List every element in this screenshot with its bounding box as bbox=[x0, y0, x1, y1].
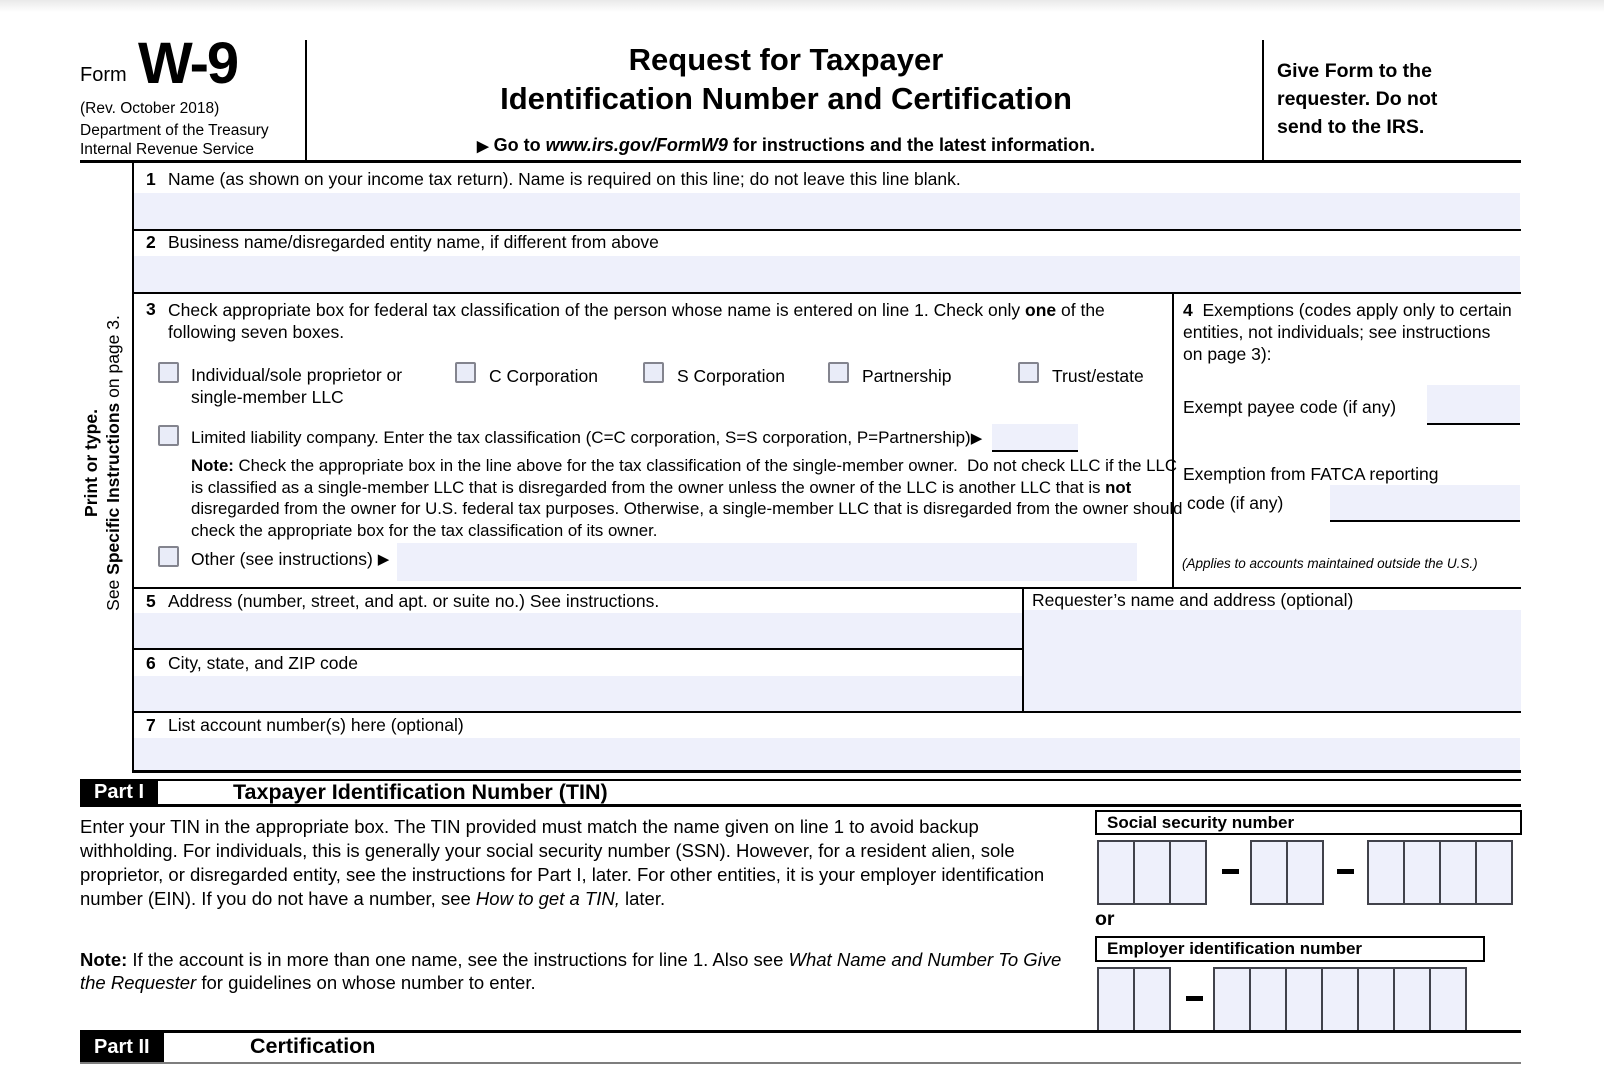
line3-label-bold: one bbox=[1025, 300, 1057, 320]
ein-group2 bbox=[1213, 967, 1467, 1032]
label-other: Other (see instructions) bbox=[191, 549, 378, 569]
ssn-box-label: Social security number bbox=[1095, 810, 1522, 835]
line3-number: 3 bbox=[146, 299, 156, 319]
llc-arrow-icon: ▶ bbox=[970, 430, 983, 447]
irs-url-text: www.irs.gov/FormW9 bbox=[545, 135, 728, 155]
part2-title: Certification bbox=[250, 1034, 376, 1058]
llc-row bbox=[191, 424, 1078, 452]
line6-label: City, state, and ZIP code bbox=[168, 653, 359, 673]
part1-title: Taxpayer Identification Number (TIN) bbox=[233, 780, 608, 804]
requester-name-address-input[interactable] bbox=[1024, 610, 1521, 711]
exempt-payee-code-input[interactable] bbox=[1427, 385, 1520, 425]
side-note-line2-bold: Specific Instructions bbox=[103, 402, 123, 575]
line2-label: Business name/disregarded entity name, if different from above bbox=[168, 232, 659, 252]
ssn-digit-cell[interactable] bbox=[1169, 840, 1207, 905]
llc-note-text-b: disregarded from the owner for U.S. federal tax purposes. Otherwise, a single-member LLC that is disregarded from the owner should check the appropriate box for the tax classification of its owner. bbox=[191, 499, 1183, 540]
form-title-line2: Identification Number and Certification bbox=[500, 81, 1072, 116]
side-note-line2-post: on page 3. bbox=[103, 315, 123, 403]
form-box-bottom-border bbox=[132, 770, 1521, 773]
llc-classification-input[interactable] bbox=[992, 424, 1078, 452]
ssn-dash-icon bbox=[1337, 869, 1354, 874]
ssn-digit-cell[interactable] bbox=[1250, 840, 1288, 905]
or-text: or bbox=[1095, 908, 1115, 930]
label-trust-estate: Trust/estate bbox=[1052, 366, 1144, 386]
tin-note-pre: If the account is in more than one name, see the instructions for line 1. Also see bbox=[127, 949, 789, 970]
goto-instructions-line bbox=[312, 135, 1260, 156]
label-individual: Individual/sole proprietor or single-member LLC bbox=[191, 365, 403, 407]
ein-digit-cell[interactable] bbox=[1249, 967, 1287, 1032]
line1-number: 1 bbox=[146, 169, 156, 189]
part2-badge: Part II bbox=[80, 1033, 164, 1062]
line7-label: List account number(s) here (optional) bbox=[168, 715, 464, 735]
line3-label-pre: Check appropriate box for federal tax classification of the person whose name is entered on line 1. Check only bbox=[168, 300, 1026, 320]
side-note-line2-pre: See bbox=[103, 574, 123, 611]
label-s-corporation: S Corporation bbox=[677, 366, 785, 386]
fatca-label-line1: Exemption from FATCA reporting bbox=[1183, 464, 1439, 484]
checkbox-trust-estate[interactable] bbox=[1018, 362, 1039, 383]
row6-divider bbox=[132, 711, 1521, 713]
ssn-group3 bbox=[1367, 840, 1513, 905]
ein-digit-cell[interactable] bbox=[1429, 967, 1467, 1032]
exempt-payee-label: Exempt payee code (if any) bbox=[1183, 397, 1397, 417]
ssn-digit-cell[interactable] bbox=[1475, 840, 1513, 905]
ssn-digit-cell[interactable] bbox=[1439, 840, 1477, 905]
row5-divider bbox=[132, 648, 1024, 650]
line3-label bbox=[168, 299, 1168, 343]
applies-outside-us-note: (Applies to accounts maintained outside the U.S.) bbox=[1182, 556, 1478, 571]
side-note-line2 bbox=[102, 280, 124, 646]
goto-pre-text: Go to bbox=[488, 135, 546, 155]
ein-digit-cell[interactable] bbox=[1321, 967, 1359, 1032]
name-input[interactable] bbox=[134, 193, 1520, 229]
tin-note bbox=[80, 948, 1075, 994]
ssn-digit-cell[interactable] bbox=[1403, 840, 1441, 905]
right-pointer-icon: ▶ bbox=[477, 138, 489, 155]
side-note-line1: Print or type. bbox=[81, 409, 101, 517]
llc-note bbox=[191, 455, 1186, 541]
address-input[interactable] bbox=[134, 613, 1022, 648]
tin-paragraph-pre: Enter your TIN in the appropriate box. The TIN provided must match the name given on line 1 to avoid backup withholding. For individuals, this is generally your social security number (SSN). However, for a resident alien, sole proprietor, or disregarded entity, see the instructions for Part I, later. For other entities, it is your employer identification number (EIN). If you do not have a number, see bbox=[80, 816, 1045, 909]
tin-paragraph bbox=[80, 815, 1075, 911]
give-form-note: Give Form to the requester. Do not send to the IRS. bbox=[1277, 60, 1438, 138]
tin-note-italic: What Name and Number To Give the Requester bbox=[80, 949, 1062, 993]
goto-post-text: for instructions and the latest information. bbox=[727, 135, 1095, 155]
ein-digit-cell[interactable] bbox=[1393, 967, 1431, 1032]
form-word: Form bbox=[80, 64, 127, 86]
ein-digit-cell[interactable] bbox=[1097, 967, 1135, 1032]
ssn-dash-icon bbox=[1222, 869, 1239, 874]
ein-group1 bbox=[1097, 967, 1171, 1032]
form-revision: (Rev. October 2018) bbox=[80, 100, 220, 117]
city-state-zip-input[interactable] bbox=[134, 676, 1022, 711]
ein-digit-cell[interactable] bbox=[1213, 967, 1251, 1032]
line4-label bbox=[1183, 299, 1513, 365]
other-arrow-icon: ▶ bbox=[377, 551, 390, 568]
row1-divider bbox=[132, 229, 1521, 231]
checkbox-partnership[interactable] bbox=[828, 362, 849, 383]
ein-digit-cell[interactable] bbox=[1133, 967, 1171, 1032]
row2-divider bbox=[132, 292, 1521, 294]
checkbox-c-corporation[interactable] bbox=[455, 362, 476, 383]
row3-divider bbox=[132, 587, 1521, 589]
line5-number: 5 bbox=[146, 591, 156, 611]
ein-box-label: Employer identification number bbox=[1095, 936, 1485, 962]
other-input[interactable] bbox=[397, 543, 1137, 581]
checkbox-s-corporation[interactable] bbox=[643, 362, 664, 383]
checkbox-other[interactable] bbox=[158, 546, 179, 567]
ssn-digit-cell[interactable] bbox=[1286, 840, 1324, 905]
llc-note-bold: Note: bbox=[191, 456, 234, 475]
department-line: Department of the Treasury bbox=[80, 122, 269, 139]
header-rule bbox=[80, 160, 1521, 163]
ssn-group1 bbox=[1097, 840, 1207, 905]
ssn-digit-cell[interactable] bbox=[1133, 840, 1171, 905]
tin-note-bold: Note: bbox=[80, 949, 128, 970]
fatca-label-line2: code (if any) bbox=[1187, 493, 1284, 513]
tin-note-post: for guidelines on whose number to enter. bbox=[196, 972, 536, 993]
line6-number: 6 bbox=[146, 653, 156, 673]
part1-badge: Part I bbox=[80, 781, 158, 804]
checkbox-individual[interactable] bbox=[158, 362, 179, 383]
line4-number: 4 bbox=[1183, 300, 1193, 320]
account-numbers-input[interactable] bbox=[134, 738, 1520, 770]
exemptions-column-divider bbox=[1172, 292, 1174, 589]
ssn-group2 bbox=[1250, 840, 1324, 905]
line7-number: 7 bbox=[146, 715, 156, 735]
line4-label-text: Exemptions (codes apply only to certain entities, not individuals; see instructions on page 3): bbox=[1183, 300, 1512, 364]
label-c-corporation: C Corporation bbox=[489, 366, 598, 386]
label-llc: Limited liability company. Enter the tax classification (C=C corporation, S=S corporation, P=Partnership) bbox=[191, 428, 971, 447]
print-or-type-note bbox=[80, 280, 124, 646]
requester-label: Requester’s name and address (optional) bbox=[1032, 590, 1354, 610]
line2-number: 2 bbox=[146, 232, 156, 252]
form-number: W-9 bbox=[138, 31, 238, 96]
llc-note-text-a: Check the appropriate box in the line above for the tax classification of the single-member owner. Do not check LLC if the LLC is classified as a single-member LLC that is disregarded from the owner unless the owner of the LLC is another LLC that is bbox=[191, 456, 1182, 497]
line3-label-post: of the following seven boxes. bbox=[168, 300, 1105, 342]
other-row bbox=[191, 543, 1137, 581]
line5-label: Address (number, street, and apt. or suite no.) See instructions. bbox=[168, 591, 660, 611]
line1-label: Name (as shown on your income tax return). Name is required on this line; do not leave this line blank. bbox=[168, 169, 961, 189]
ein-digit-cell[interactable] bbox=[1357, 967, 1395, 1032]
ssn-digit-cell[interactable] bbox=[1097, 840, 1135, 905]
fatca-code-input[interactable] bbox=[1330, 485, 1520, 522]
business-name-input[interactable] bbox=[134, 256, 1520, 292]
tin-paragraph-italic: How to get a TIN, bbox=[475, 888, 620, 909]
service-line: Internal Revenue Service bbox=[80, 141, 255, 158]
ein-dash-icon bbox=[1186, 996, 1203, 1001]
header-divider-left bbox=[305, 40, 307, 160]
header-divider-right bbox=[1262, 40, 1264, 160]
ein-digit-cell[interactable] bbox=[1285, 967, 1323, 1032]
top-fade-decor bbox=[0, 0, 1604, 12]
llc-note-bold2: not bbox=[1105, 477, 1132, 497]
ssn-digit-cell[interactable] bbox=[1367, 840, 1405, 905]
tin-paragraph-post: later. bbox=[619, 888, 666, 909]
form-title-line1: Request for Taxpayer bbox=[628, 42, 944, 77]
label-partnership: Partnership bbox=[862, 366, 952, 386]
checkbox-llc[interactable] bbox=[158, 425, 179, 446]
